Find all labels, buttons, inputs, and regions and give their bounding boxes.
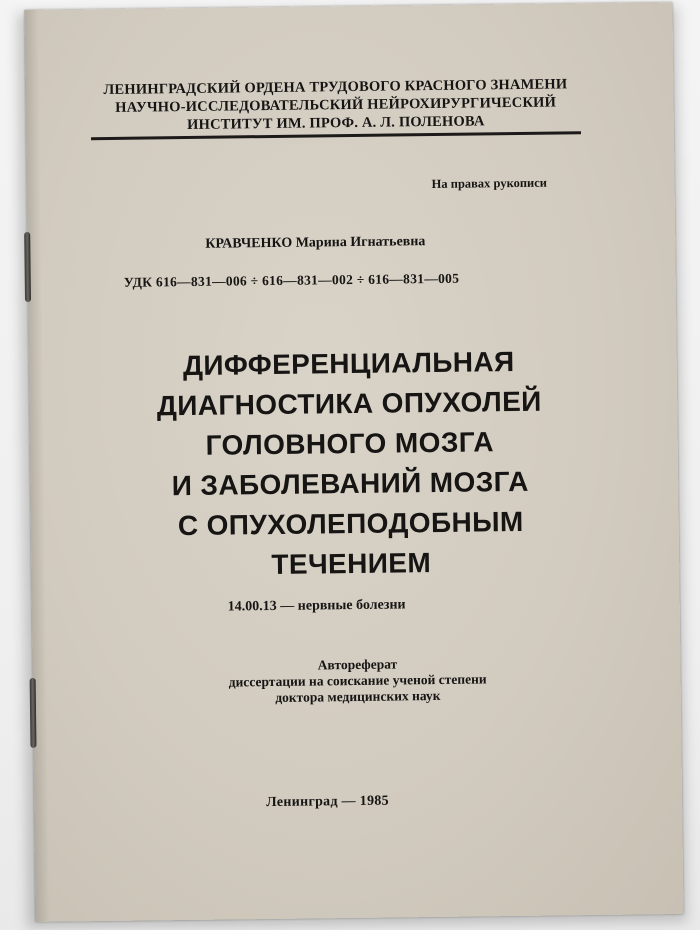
title-line: ГОЛОВНОГО МОЗГА: [205, 426, 495, 461]
institute-header: [75, 75, 596, 135]
staple-bottom: [30, 678, 37, 748]
title-line: С ОПУХОЛЕПОДОБНЫМ: [177, 505, 524, 542]
booklet-cover: [24, 2, 683, 922]
title-line: И ЗАБОЛЕВАНИЙ МОЗГА: [171, 465, 529, 502]
udk-code: УДК 616—831—006 ÷ 616—831—002 ÷ 616—831—005: [123, 270, 460, 290]
abstract-description: [112, 654, 603, 708]
abstract-line: доктора медицинских наук: [275, 687, 441, 705]
staple-top: [24, 232, 31, 302]
rights-note: На правах рукописи: [431, 175, 548, 192]
abstract-line: диссертации на соискание ученой степени: [228, 671, 487, 690]
title-line: ДИАГНОСТИКА ОПУХОЛЕЙ: [156, 385, 542, 422]
title-line: ТЕЧЕНИЕМ: [271, 547, 432, 581]
document-title: [49, 340, 652, 587]
specialty-code: 14.00.13 — нервные болезни: [227, 597, 406, 615]
city-year: Ленинград — 1985: [266, 793, 390, 811]
abstract-line: Автореферат: [317, 656, 398, 673]
author-name: КРАВЧЕНКО Марина Игнатьевна: [205, 234, 426, 252]
title-line: ДИФФЕРЕНЦИАЛЬНАЯ: [182, 346, 515, 382]
institute-line-2: НАУЧНО-ИССЛЕДОВАТЕЛЬСКИЙ НЕЙРОХИРУРГИЧЕСКИЙ: [115, 94, 557, 116]
institute-line-1: ЛЕНИНГРАДСКИЙ ОРДЕНА ТРУДОВОГО КРАСНОГО ЗНАМЕНИ: [103, 76, 568, 99]
institute-line-3: ИНСТИТУТ ИМ. ПРОФ. А. Л. ПОЛЕНОВА: [187, 113, 485, 134]
